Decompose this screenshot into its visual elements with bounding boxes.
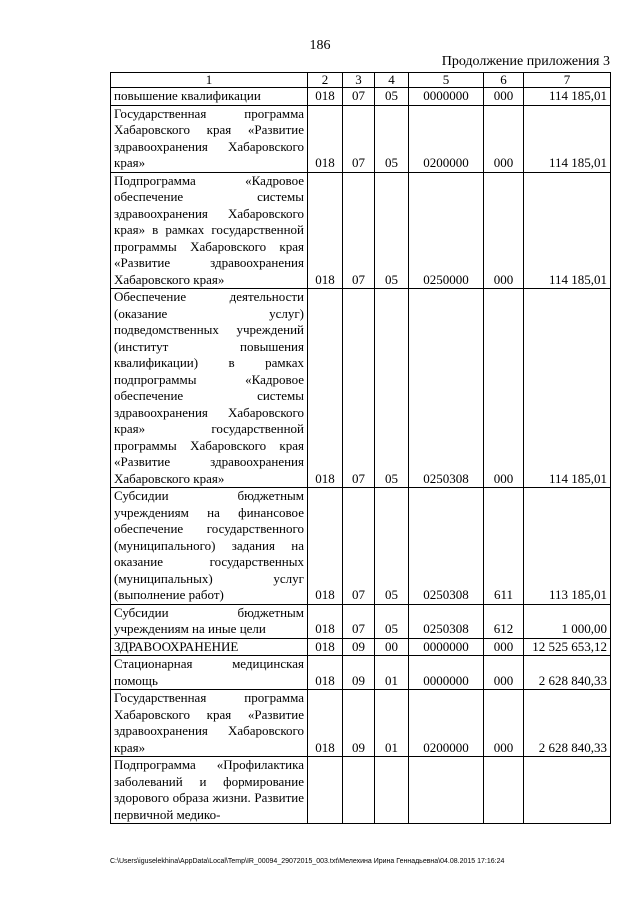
continuation-label: Продолжение приложения 3 [441,54,610,69]
cell-ministry-code: 018 [308,604,343,638]
cell-subsection: 05 [375,172,409,289]
cell-amount: 114 185,01 [524,88,611,106]
cell-amount: 114 185,01 [524,105,611,172]
cell-ministry-code: 018 [308,690,343,757]
cell-target-article: 0250308 [409,488,484,605]
table-header-row [111,73,611,88]
cell-section [343,757,375,824]
row-name: Государственная программа Хабаровского края «Развитие здравоохранения Хабаровского края» [111,690,308,757]
cell-subsection [375,757,409,824]
column-header: 3 [343,73,375,88]
cell-subsection: 00 [375,638,409,656]
cell-target-article: 0250308 [409,289,484,488]
table-row [111,638,611,656]
table-row [111,604,611,638]
column-header: 6 [484,73,524,88]
cell-target-article: 0000000 [409,638,484,656]
cell-subsection: 05 [375,88,409,106]
cell-amount: 114 185,01 [524,172,611,289]
cell-expense-type: 000 [484,289,524,488]
cell-ministry-code: 018 [308,289,343,488]
cell-subsection: 05 [375,289,409,488]
row-name: ЗДРАВООХРАНЕНИЕ [111,638,308,656]
table-row [111,88,611,106]
cell-amount: 2 628 840,33 [524,690,611,757]
column-header: 4 [375,73,409,88]
cell-amount [524,757,611,824]
cell-subsection: 05 [375,604,409,638]
cell-target-article: 0250000 [409,172,484,289]
cell-expense-type: 000 [484,105,524,172]
cell-expense-type: 000 [484,656,524,690]
page-number: 186 [309,38,331,53]
row-name: повышение квалификации [111,88,308,106]
column-header: 5 [409,73,484,88]
cell-subsection: 05 [375,488,409,605]
cell-section: 07 [343,172,375,289]
table-row [111,690,611,757]
cell-target-article: 0000000 [409,656,484,690]
cell-ministry-code: 018 [308,88,343,106]
cell-target-article [409,757,484,824]
cell-amount: 114 185,01 [524,289,611,488]
row-name: Государственная программа Хабаровского края «Развитие здравоохранения Хабаровского края» [111,105,308,172]
column-header: 1 [111,73,308,88]
column-header: 2 [308,73,343,88]
cell-section: 07 [343,604,375,638]
cell-target-article: 0200000 [409,105,484,172]
cell-ministry-code: 018 [308,172,343,289]
cell-expense-type: 000 [484,690,524,757]
cell-target-article: 0200000 [409,690,484,757]
row-name: Стационарная медицинская помощь [111,656,308,690]
cell-subsection: 01 [375,690,409,757]
cell-expense-type: 000 [484,172,524,289]
table-row [111,172,611,289]
cell-subsection: 05 [375,105,409,172]
table-row [111,105,611,172]
cell-ministry-code: 018 [308,105,343,172]
row-name: Субсидии бюджетным учреждениям на иные цели [111,604,308,638]
row-name: Субсидии бюджетным учреждениям на финансовое обеспечение государственного (муниципального) задания на оказание государственных (муниципальных) услуг (выполнение работ) [111,488,308,605]
row-name: Подпрограмма «Профилактика заболеваний и формирование здорового образа жизни. Развитие первичной медико- [111,757,308,824]
cell-target-article: 0250308 [409,604,484,638]
cell-ministry-code: 018 [308,488,343,605]
table-row [111,656,611,690]
cell-expense-type: 000 [484,88,524,106]
table-row [111,488,611,605]
cell-expense-type: 000 [484,638,524,656]
cell-expense-type: 612 [484,604,524,638]
row-name: Обеспечение деятельности (оказание услуг) подведомственных учреждений (институт повышения квалификации) в рамках подпрограммы «Кадровое обеспечение системы здравоохранения Хабаровского края» государственной программы Хабаровского края «Развитие здравоохранения Хабаровского края» [111,289,308,488]
cell-amount: 1 000,00 [524,604,611,638]
cell-ministry-code [308,757,343,824]
cell-amount: 2 628 840,33 [524,656,611,690]
cell-target-article: 0000000 [409,88,484,106]
cell-section: 07 [343,88,375,106]
cell-section: 09 [343,656,375,690]
cell-section: 07 [343,488,375,605]
column-header: 7 [524,73,611,88]
cell-amount: 12 525 653,12 [524,638,611,656]
cell-section: 07 [343,289,375,488]
table-row [111,289,611,488]
cell-expense-type: 611 [484,488,524,605]
cell-amount: 113 185,01 [524,488,611,605]
cell-ministry-code: 018 [308,638,343,656]
cell-section: 07 [343,105,375,172]
budget-table [110,72,611,824]
cell-ministry-code: 018 [308,656,343,690]
table-row [111,757,611,824]
cell-section: 09 [343,638,375,656]
cell-section: 09 [343,690,375,757]
cell-expense-type [484,757,524,824]
cell-subsection: 01 [375,656,409,690]
footer-file-path: C:\Users\iguselekhina\AppData\Local\Temp\IR_00094_29072015_003.txt\Мелехина Ирина Геннадьевна\04.08.2015 17:16:24 [110,858,505,865]
row-name: Подпрограмма «Кадровое обеспечение системы здравоохранения Хабаровского края» в рамках государственной программы Хабаровского края «Развитие здравоохранения Хабаровского края» [111,172,308,289]
